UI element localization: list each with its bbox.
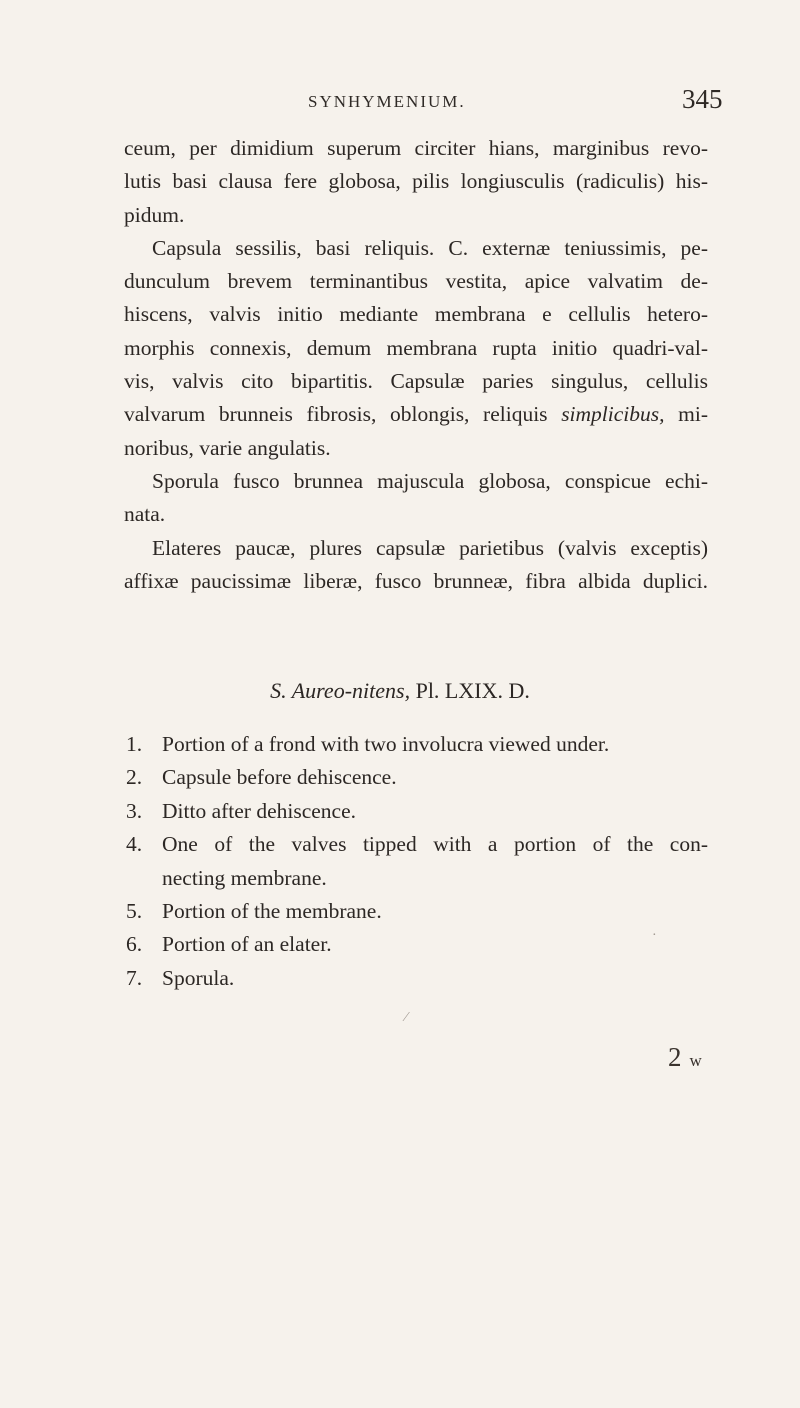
signature-letter: w: [689, 1051, 702, 1070]
body-text: [124, 132, 708, 598]
text-segment: mi-: [664, 402, 708, 427]
text-line: noribus, varie angulatis.: [124, 435, 331, 460]
signature-numeral: 2: [668, 1042, 682, 1072]
legend-text: Ditto after dehiscence.: [162, 798, 357, 823]
legend-item: [124, 728, 708, 761]
legend-item: [124, 895, 708, 928]
paper-speck: ·: [652, 928, 657, 943]
paragraph-elateres: [124, 532, 708, 599]
legend-text: necting membrane.: [162, 865, 327, 890]
paragraph-capsula: [124, 232, 708, 465]
paragraph-continuation: [124, 132, 708, 232]
text-line: Sporula fusco brunnea majuscula globosa, conspicue echi-: [152, 468, 708, 493]
page-number: 345: [682, 84, 723, 114]
legend-number: 4.: [126, 832, 143, 857]
signature-mark: [668, 1042, 702, 1073]
legend-text: One of the valves tipped with a portion of the con-: [162, 832, 708, 857]
text-line: morphis connexis, demum membrana rupta initio quadri-val-: [124, 335, 708, 360]
legend-item: [124, 928, 708, 961]
legend-number: 5.: [126, 899, 143, 924]
legend-text: Portion of an elater.: [162, 932, 332, 957]
text-line: hiscens, valvis initio mediante membrana e cellulis hetero-: [124, 302, 708, 327]
legend-number: 1.: [126, 732, 143, 756]
legend-text: Sporula.: [162, 965, 235, 990]
legend-text: Capsule before dehiscence.: [162, 765, 397, 790]
legend-item: [124, 828, 708, 895]
running-head: [0, 86, 800, 116]
legend-text: Portion of a frond with two involucra viewed under.: [162, 732, 610, 756]
text-line: Capsula sessilis, basi reliquis. C. externæ teniussimis, pe-: [152, 235, 708, 260]
paper-speck: ⁄: [405, 1010, 408, 1025]
text-segment: valvarum brunneis fibrosis, oblongis, reliquis: [124, 402, 562, 427]
text-line: lutis basi clausa fere globosa, pilis longiusculis (radiculis) his-: [124, 169, 708, 194]
legend-number: 2.: [126, 765, 143, 790]
plate-reference: Pl. LXIX. D.: [410, 678, 530, 703]
text-line: ceum, per dimidium superum circiter hians, marginibus revo-: [124, 136, 708, 160]
italic-term: simplicibus,: [561, 402, 665, 427]
text-line: pidum.: [124, 202, 185, 227]
plate-caption: [0, 678, 800, 704]
species-name: S. Aureo-nitens,: [270, 678, 411, 703]
text-line: affixæ paucissimæ liberæ, fusco brunneæ, fibra albida duplici.: [124, 568, 708, 593]
text-line: Elateres paucæ, plures capsulæ parietibus (valvis exceptis): [152, 535, 708, 560]
legend-number: 7.: [126, 965, 143, 990]
legend-item: [124, 962, 708, 995]
text-line: dunculum brevem terminantibus vestita, apice valvatim de-: [124, 269, 708, 294]
text-line: vis, valvis cito bipartitis. Capsulæ paries singulus, cellulis: [124, 369, 708, 394]
text-line: nata.: [124, 502, 166, 527]
running-title: SYNHYMENIUM.: [308, 92, 466, 111]
legend-item: [124, 761, 708, 794]
paragraph-sporula: [124, 465, 708, 532]
legend-number: 3.: [126, 798, 143, 823]
text-line-with-italic: [124, 398, 708, 431]
legend-text: Portion of the membrane.: [162, 899, 382, 924]
legend-number: 6.: [126, 932, 143, 957]
legend-item: [124, 795, 708, 828]
figure-legend: [124, 728, 708, 995]
